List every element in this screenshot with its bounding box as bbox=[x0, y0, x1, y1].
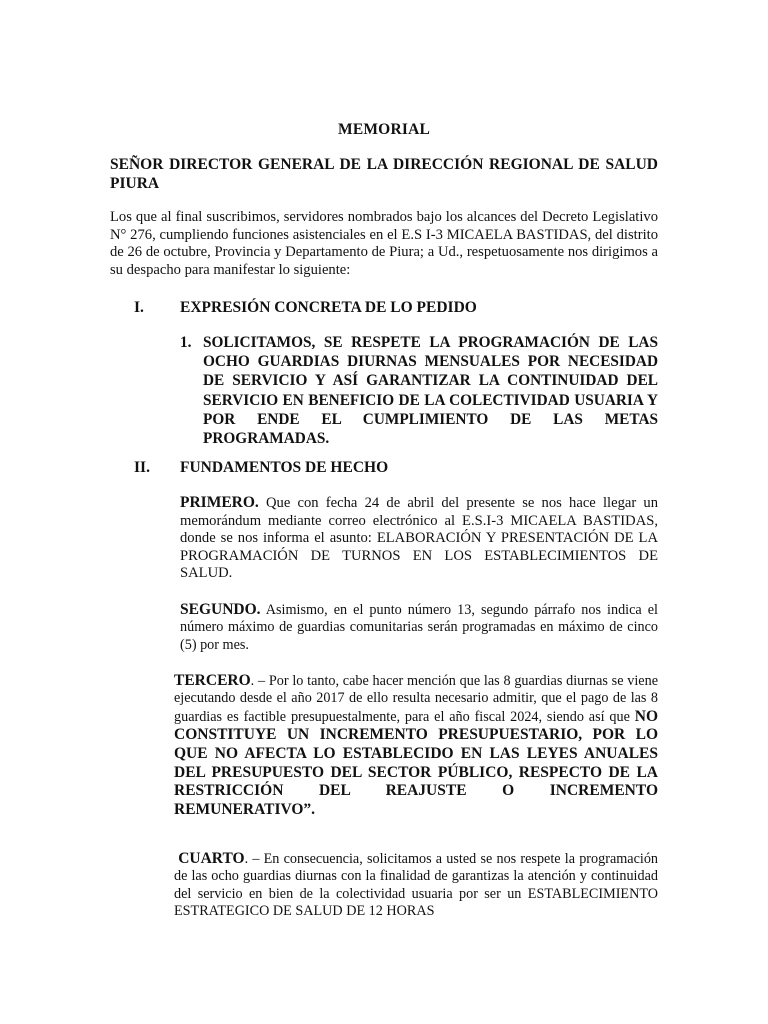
section-title: FUNDAMENTOS DE HECHO bbox=[180, 459, 389, 476]
addressee: SEÑOR DIRECTOR GENERAL DE LA DIRECCIÓN REGIONAL DE SALUD PIURA bbox=[110, 156, 658, 192]
section-number: I. bbox=[134, 299, 144, 316]
fact-label: SEGUNDO. bbox=[180, 601, 261, 618]
intro-paragraph: Los que al final suscribimos, servidores nombrados bajo los alcances del Decreto Legislativo N° 276, cumpliendo funciones asistenciales en el E.S I-3 MICAELA BASTIDAS, del distrito de 26 de octubre, Provincia y Departamento de Piura; a Ud., respetuosamente nos dirigimos a su despacho para manifestar lo siguiente: bbox=[110, 209, 658, 278]
fact-emphasis: NO CONSTITUYE UN INCREMENTO PRESUPUESTARIO, POR LO QUE NO AFECTA LO ESTABLECIDO EN LAS LEYES ANUALES DEL PRESUPUESTO DEL SECTOR PÚBLICO, RESPECTO DE LA RESTRICCIÓN DEL REAJUSTE O INCREMENTO REMUNERATIVO”. bbox=[174, 707, 658, 818]
fact-text: . – En consecuencia, solicitamos a usted se nos respete la programación de las ocho guardias diurnas con la finalidad de garantizas la atención y continuidad del servicio en bien de la colectividad usuaria por ser un ESTABLECIMIENTO ESTRATEGICO DE SALUD DE 12 HORAS bbox=[174, 851, 659, 920]
fact-text: Asimismo, en el punto número 13, segundo párrafo nos indica el número máximo de guardias comunitarias serán programadas en máximo de cinco (5) por mes. bbox=[180, 602, 658, 653]
fact-primero bbox=[180, 494, 658, 583]
document-title: MEMORIAL bbox=[337, 121, 430, 138]
fact-text: . – Por lo tanto, cabe hacer mención que las 8 guardias diurnas se viene ejecutando desde el año 2017 de ello resulta necesario admitir, que el pago de las 8 guardias es factible presupuestalmente, para el año fiscal 2024, siendo así que bbox=[174, 673, 658, 725]
fact-label: TERCERO bbox=[174, 672, 251, 689]
request-item bbox=[180, 333, 658, 448]
request-number: 1. bbox=[180, 334, 192, 351]
fact-segundo bbox=[180, 601, 658, 654]
fact-label: CUARTO bbox=[178, 850, 245, 867]
fact-tercero bbox=[174, 672, 658, 819]
fact-label: PRIMERO. bbox=[180, 494, 259, 511]
section-title: EXPRESIÓN CONCRETA DE LO PEDIDO bbox=[180, 299, 477, 316]
fact-text: Que con fecha 24 de abril del presente se nos hace llegar un memorándum mediante correo electrónico al E.S.I-3 MICAELA BASTIDAS, donde se nos informa el asunto: ELABORACIÓN Y PRESENTACIÓN DE LA PROGRAMACIÓN DE TURNOS EN LOS ESTABLECIMIENTOS DE SALUD. bbox=[180, 495, 658, 582]
fact-cuarto bbox=[174, 850, 658, 921]
request-text: SOLICITAMOS, SE RESPETE LA PROGRAMACIÓN DE LAS OCHO GUARDIAS DIURNAS MENSUALES POR NECESIDAD DE SERVICIO Y ASÍ GARANTIZAR LA CONTINUIDAD DEL SERVICIO EN BENEFICIO DE LA COLECTIVIDAD USUARIA Y POR ENDE EL CUMPLIMIENTO DE LAS METAS PROGRAMADAS. bbox=[203, 334, 658, 448]
section-number: II. bbox=[134, 459, 150, 476]
